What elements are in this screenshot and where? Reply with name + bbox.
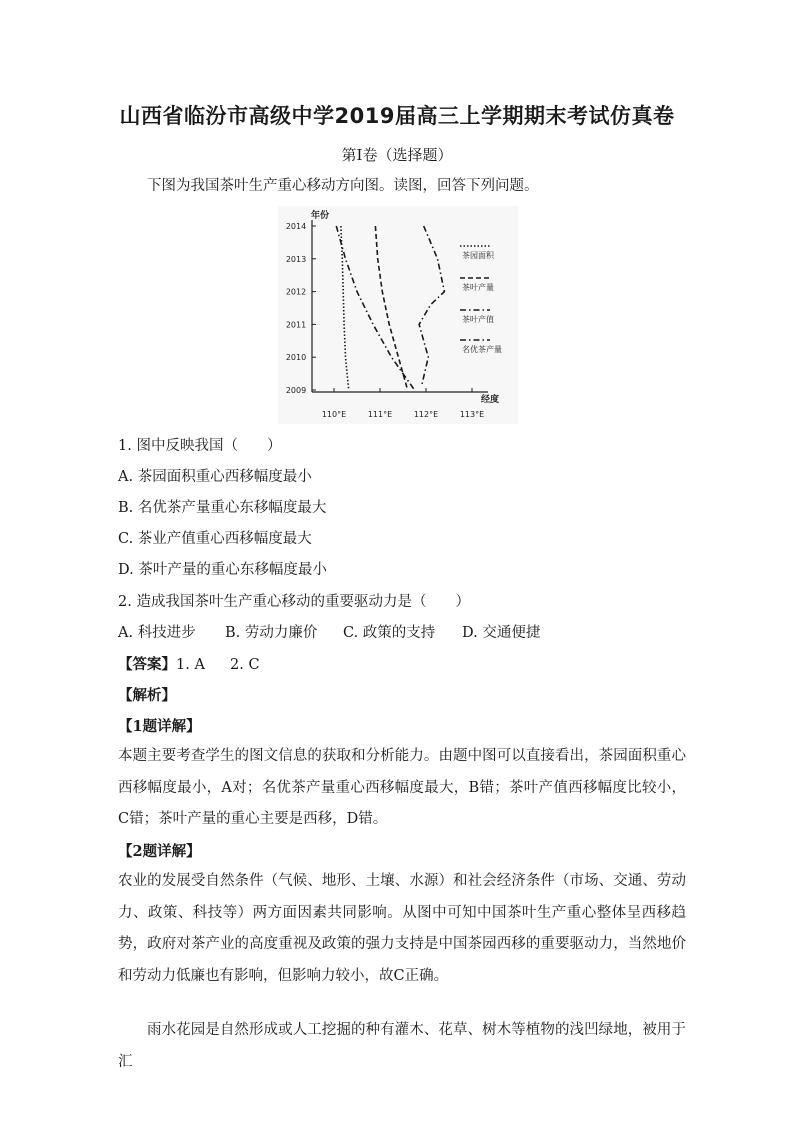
answer-1: 1. A	[176, 657, 205, 673]
q1-option-b[interactable]: B. 名优茶产量重心东移幅度最大	[118, 500, 327, 516]
q2-option-b[interactable]: B. 劳动力廉价	[225, 625, 318, 641]
y-axis-label: 年份	[310, 211, 330, 221]
y-tick-label-2014: 2014	[285, 222, 307, 231]
q2-option-d[interactable]: D. 交通便捷	[462, 625, 541, 641]
q1-stem: 1. 图中反映我国（ ）	[118, 438, 282, 454]
legend-label-0: 茶园面积	[462, 251, 494, 260]
q1-option-d[interactable]: D. 茶叶产量的重心东移幅度最小	[118, 562, 327, 578]
next-question-text: 雨水花园是自然形成或人工挖掘的种有灌木、花草、树木等植物的浅凹绿地，被用于汇	[118, 1022, 686, 1070]
x-tick-label-3: 113°E	[459, 410, 485, 419]
y-tick-label-2010: 2010	[285, 353, 307, 363]
x-tick-label-1: 111°E	[367, 410, 393, 419]
q1-option-a[interactable]: A. 茶园面积重心西移幅度最小	[118, 469, 312, 485]
section-subtitle: 第Ⅰ卷（选择题）	[341, 146, 453, 164]
detail1-text: 本题主要考查学生的图文信息的获取和分析能力。由题中图可以直接看出，茶园面积重心西移幅度最小，A对；名优茶产量重心西移幅度最大，B错；茶叶产值西移幅度比较小，C错；茶叶产量的重心主要是西移，D错。	[118, 748, 686, 827]
q2-stem: 2. 造成我国茶叶生产重心移动的重要驱动力是（ ）	[118, 594, 470, 610]
legend-label-3: 名优茶产量	[462, 345, 502, 354]
y-tick-label-2012: 2012	[285, 287, 307, 297]
tea-production-center-chart	[278, 206, 518, 424]
y-tick-label-2011: 2011	[285, 320, 307, 330]
x-tick-label-0: 110°E	[321, 410, 347, 419]
answer-line	[118, 655, 260, 675]
q2-option-a[interactable]: A. 科技进步	[118, 625, 196, 641]
legend-label-2: 茶叶产值	[462, 315, 494, 324]
detail2-text: 农业的发展受自然条件（气候、地形、土壤、水源）和社会经济条件（市场、交通、劳动力、政策、科技等）两方面因素共同影响。从图中可知中国茶叶生产重心整体呈西移趋势，政府对茶产业的高度重视及政策的强力支持是中国茶园西移的重要驱动力，当然地价和劳动力低廉也有影响，但影响力较小，故C正确。	[118, 873, 686, 984]
analysis-label: 【解析】	[118, 687, 176, 704]
legend-label-1: 茶叶产量	[462, 283, 494, 292]
y-tick-label-2013: 2013	[285, 254, 307, 264]
q2-options	[118, 623, 540, 643]
answer-label: 【答案】	[118, 656, 176, 673]
q1-option-c[interactable]: C. 茶业产值重心西移幅度最大	[118, 531, 312, 547]
chart-svg	[278, 206, 518, 424]
detail2-label: 【2题详解】	[118, 843, 201, 860]
q2-option-c[interactable]: C. 政策的支持	[343, 625, 436, 641]
y-tick-label-2009: 2009	[285, 386, 307, 395]
answer-2: 2. C	[230, 657, 260, 673]
detail1-label: 【1题详解】	[118, 718, 201, 735]
intro-text: 下图为我国茶叶生产重心移动方向图。读图，回答下列问题。	[147, 178, 539, 194]
x-tick-label-2: 112°E	[413, 410, 439, 419]
x-axis-label: 经度	[480, 395, 500, 405]
page-title: 山西省临汾市高级中学2019届高三上学期期末考试仿真卷	[119, 104, 675, 128]
